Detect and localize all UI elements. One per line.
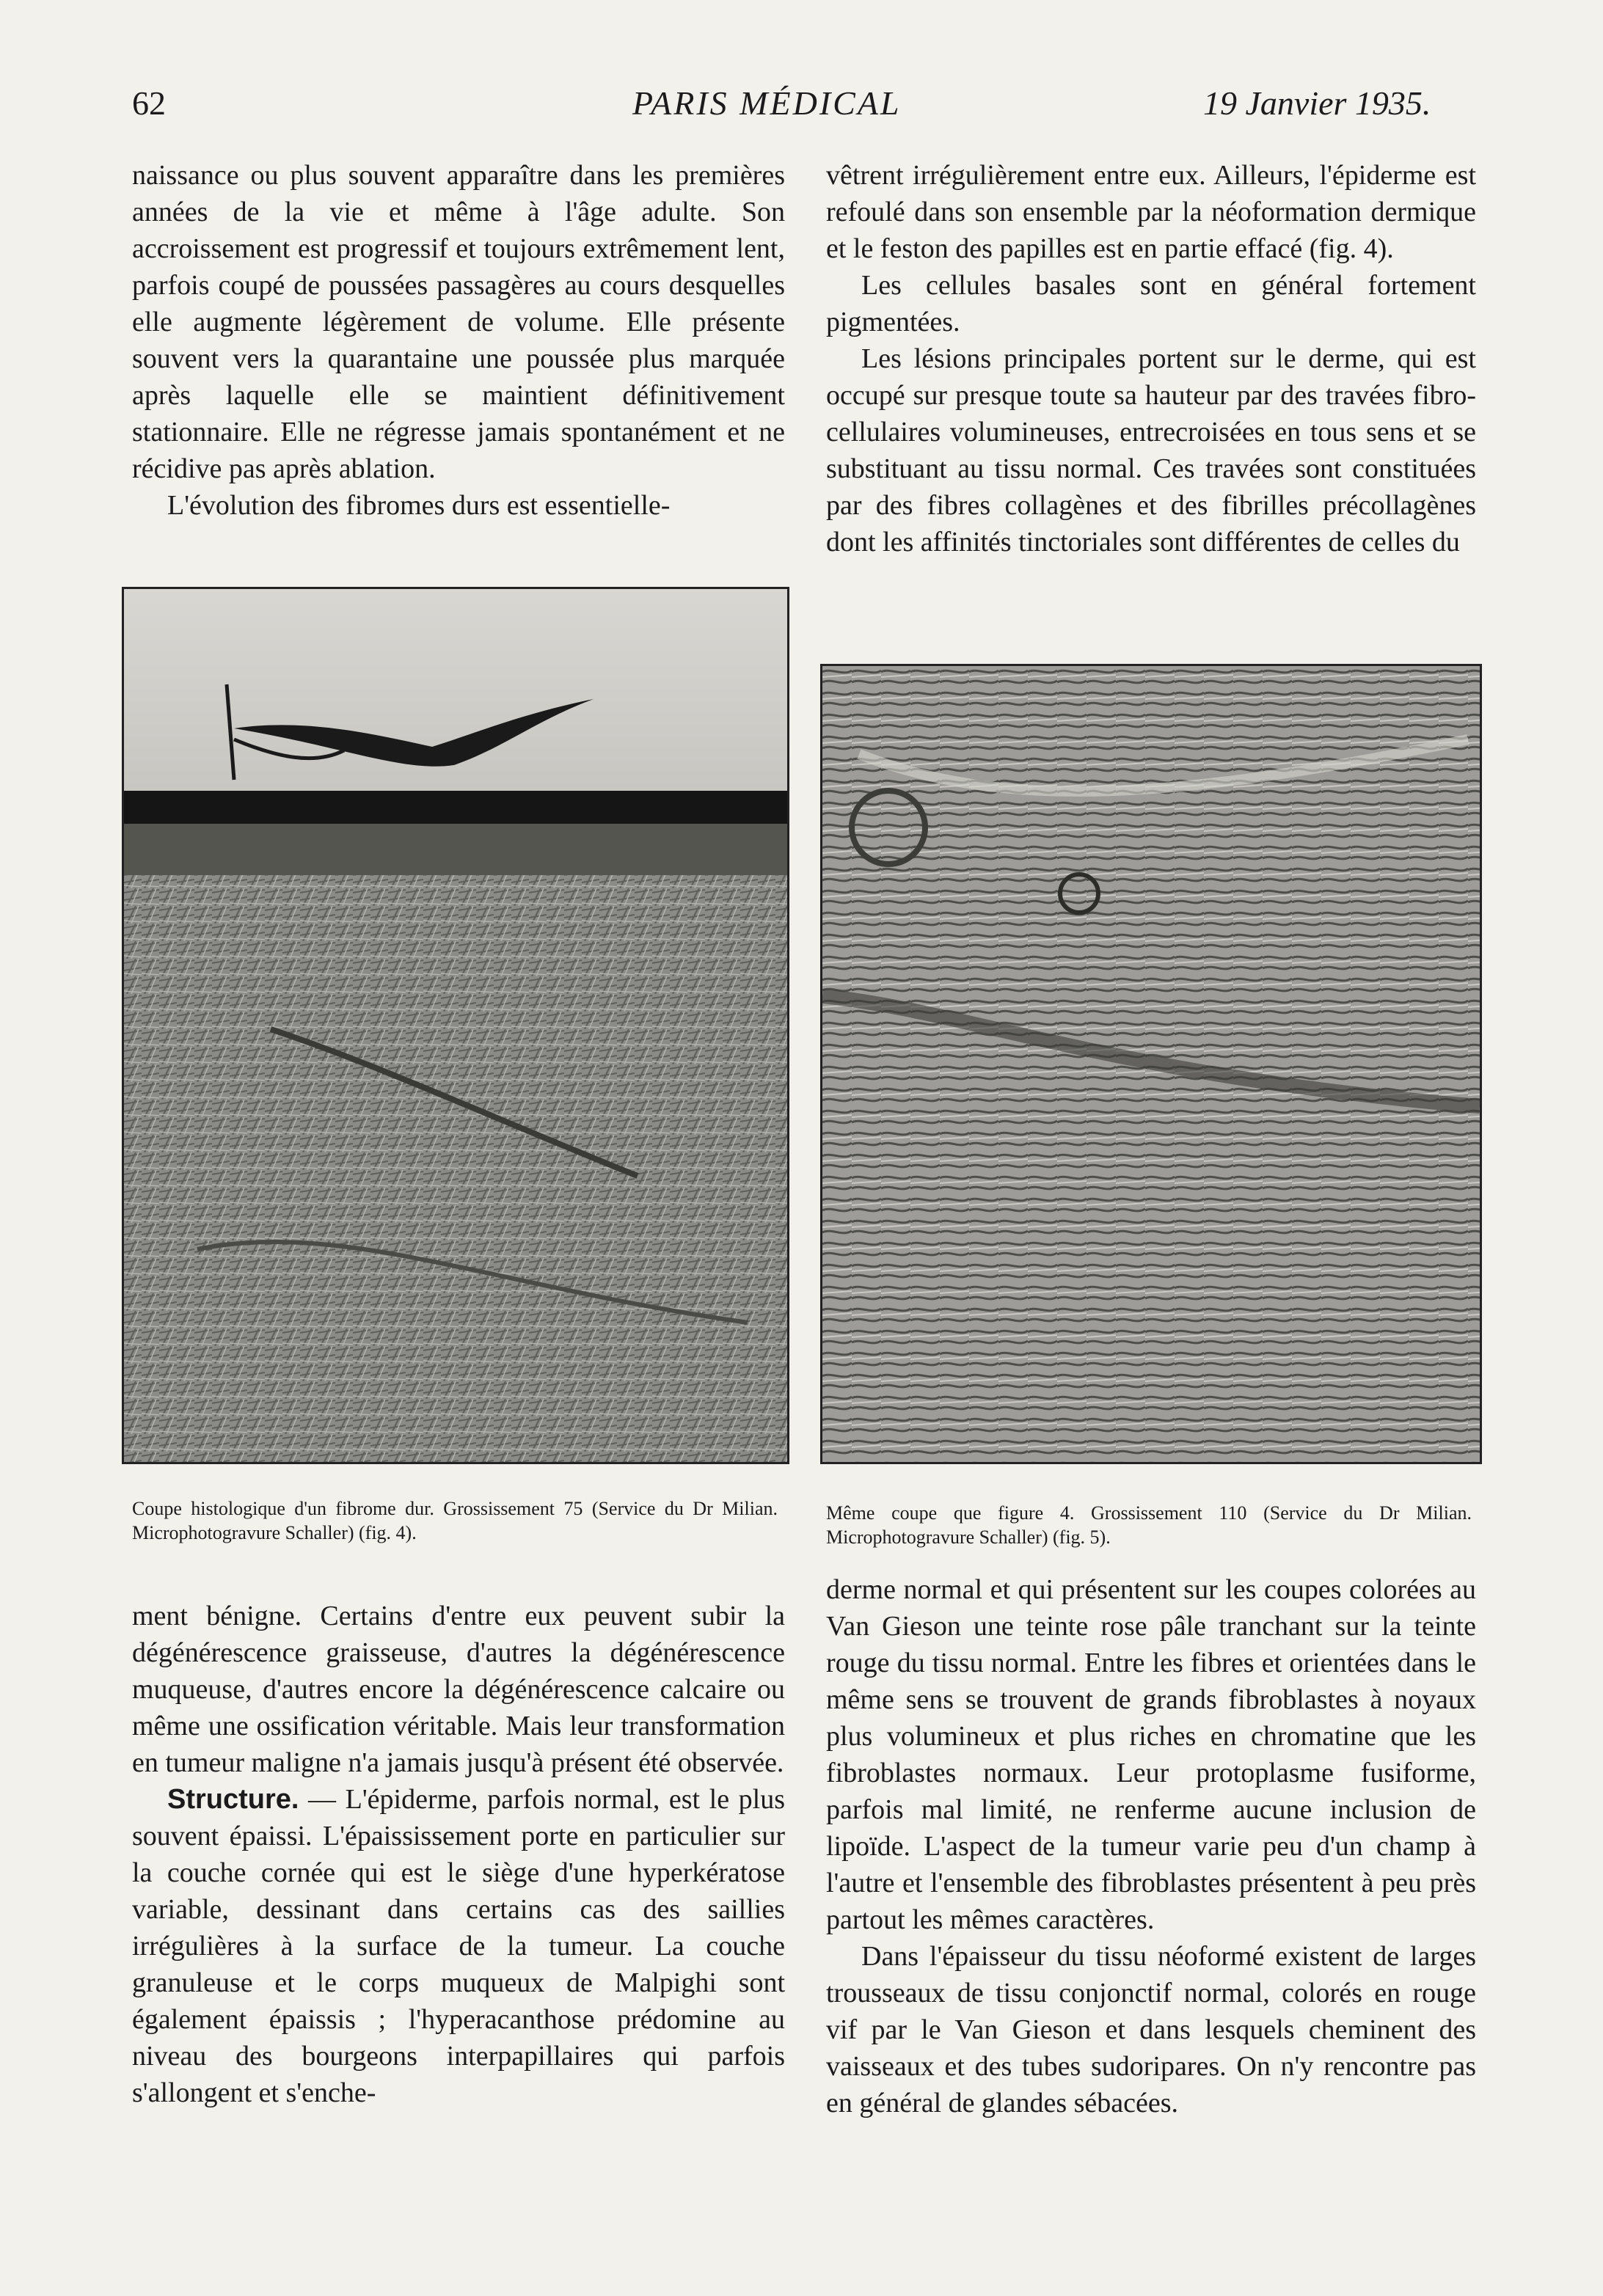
structure-heading: Structure. bbox=[167, 1784, 299, 1815]
paragraph: vêtrent irrégulièrement entre eux. Ailleurs, l'épiderme est refoulé dans son ensemble par la néoformation dermique et le feston des papilles est en partie effacé (fig. 4). bbox=[826, 160, 1476, 264]
journal-title: PARIS MÉDICAL bbox=[632, 84, 902, 122]
paragraph: naissance ou plus souvent apparaître dans les premières années de la vie et même à l'âge adulte. Son accroissement est progressif et toujours extrêmement lent, parfois coupé de poussées passagères au cours desquelles elle augmente légèrement de volume. Elle présente souvent vers la quarantaine une poussée plus marquée après laquelle elle se maintient définitivement stationnaire. Elle ne régresse jamais spontanément et ne récidive pas après ablation. bbox=[132, 160, 785, 484]
figure-4-micrograph bbox=[122, 587, 789, 1464]
paragraph: Les lésions principales portent sur le derme, qui est occupé sur presque toute sa hauteur par des travées fibro-cellulaires volumineuses, entrecroisées en tous sens et se substituant au tissu normal. Ces travées sont constituées par des fibres collagènes et des fibrilles précollagènes dont les affinités tinctoriales sont différentes de celles du bbox=[826, 343, 1476, 557]
left-bottom-text bbox=[132, 1598, 785, 2111]
issue-date: 19 Janvier 1935. bbox=[1203, 84, 1431, 122]
left-top-text bbox=[132, 157, 785, 524]
right-bottom-text bbox=[826, 1571, 1476, 2121]
page-number: 62 bbox=[132, 84, 166, 122]
structure-paragraph bbox=[132, 1781, 785, 2111]
paragraph: Les cellules basales sont en général fortement pigmentées. bbox=[826, 270, 1476, 337]
structure-text: — L'épiderme, parfois normal, est le plus souvent épaissi. L'épaississement porte en particulier sur la couche cornée qui est le siège d'une hyperkératose variable, dessinant dans certains cas des saillies irrégulières à la surface de la tumeur. La couche granuleuse et le corps muqueux de Malpighi sont également épaissis ; l'hyperacanthose prédomine au niveau des bourgeons interpapillaires qui parfois s'allongent et s'enche- bbox=[132, 1784, 785, 2108]
paragraph: Dans l'épaisseur du tissu néoformé existent de larges trousseaux de tissu conjonctif normal, colorés en rouge vif par le Van Gieson et dans lesquels cheminent des vaisseaux et des tubes sudoripares. On n'y rencontre pas en général de glandes sébacées. bbox=[826, 1941, 1476, 2118]
paragraph: derme normal et qui présentent sur les coupes colorées au Van Gieson une teinte rose pâle tranchant sur la teinte rouge du tissu normal. Entre les fibres et orientées dans le même sens se trouvent de grands fibroblastes à noyaux plus volumineux et plus riches en chromatine que les fibroblastes normaux. Leur protoplasme fusiforme, parfois mal limité, ne renferme aucune inclusion de lipoïde. L'aspect de la tumeur varie peu d'un champ à l'autre et l'ensemble des fibroblastes présentent à peu près partout les mêmes caractères. bbox=[826, 1574, 1476, 1935]
figure-4-caption: Coupe histologique d'un fibrome dur. Grossissement 75 (Service du Dr Milian. Microphotogravure Schaller) (fig. 4). bbox=[132, 1498, 778, 1543]
right-top-text bbox=[826, 157, 1476, 560]
paragraph: L'évolution des fibromes durs est essentielle- bbox=[167, 490, 671, 521]
figure-5-micrograph bbox=[820, 664, 1482, 1464]
figure-5-caption: Même coupe que figure 4. Grossissement 110 (Service du Dr Milian. Microphotogravure Schaller) (fig. 5). bbox=[826, 1502, 1472, 1548]
paragraph: ment bénigne. Certains d'entre eux peuvent subir la dégénérescence graisseuse, d'autres la dégénérescence muqueuse, d'autres encore la dégénérescence calcaire ou même une ossification véritable. Mais leur transformation en tumeur maligne n'a jamais jusqu'à présent été observée. bbox=[132, 1601, 785, 1778]
